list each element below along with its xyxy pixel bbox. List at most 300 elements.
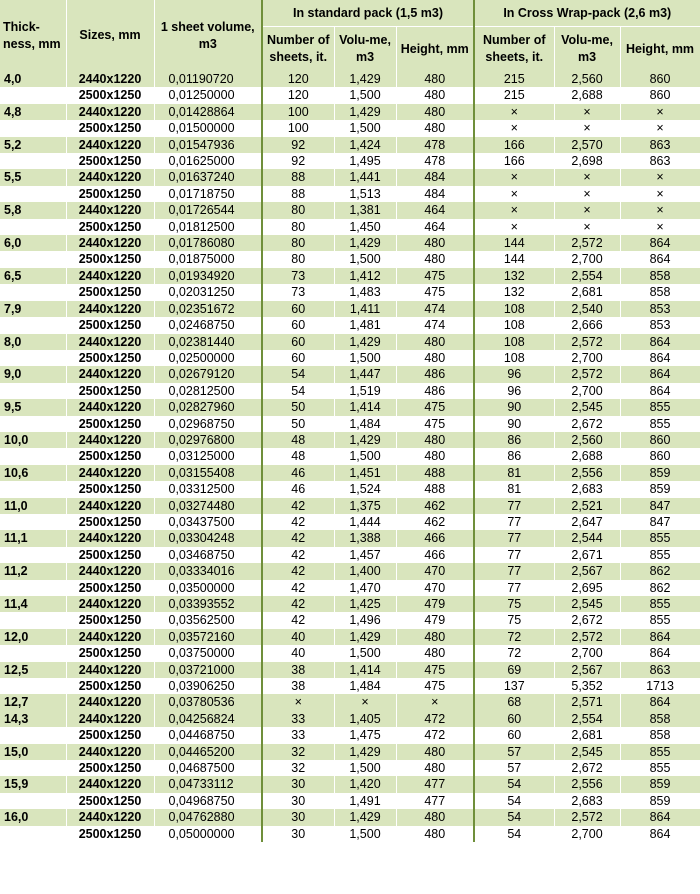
std-volume-cell: 1,451 bbox=[334, 465, 396, 481]
std-height-cell: 475 bbox=[396, 678, 474, 694]
size-cell: 2440x1220 bbox=[66, 202, 154, 218]
cw-height-cell: × bbox=[620, 169, 700, 185]
std-volume-cell: 1,450 bbox=[334, 219, 396, 235]
sheet-volume-cell: 0,02812500 bbox=[154, 383, 262, 399]
thickness-cell: 11,1 bbox=[0, 530, 66, 546]
cw-height-cell: 859 bbox=[620, 776, 700, 792]
std-sheets-cell: 46 bbox=[262, 465, 334, 481]
sheet-volume-cell: 0,04968750 bbox=[154, 793, 262, 809]
sheet-volume-cell: 0,03304248 bbox=[154, 530, 262, 546]
size-cell: 2500x1250 bbox=[66, 448, 154, 464]
std-volume-cell: 1,457 bbox=[334, 547, 396, 563]
cw-volume-cell: 2,572 bbox=[554, 809, 620, 825]
std-height-cell: 480 bbox=[396, 432, 474, 448]
size-cell: 2500x1250 bbox=[66, 350, 154, 366]
cw-height-cell: 858 bbox=[620, 284, 700, 300]
sheet-volume-cell: 0,03334016 bbox=[154, 563, 262, 579]
cw-sheets-cell: 108 bbox=[474, 301, 554, 317]
thickness-cell bbox=[0, 219, 66, 235]
std-height-cell: 488 bbox=[396, 481, 474, 497]
std-volume-cell: 1,414 bbox=[334, 662, 396, 678]
thickness-cell: 14,3 bbox=[0, 711, 66, 727]
thickness-cell bbox=[0, 251, 66, 267]
std-sheets-cell: 42 bbox=[262, 580, 334, 596]
std-volume-cell: 1,524 bbox=[334, 481, 396, 497]
std-height-cell: 466 bbox=[396, 530, 474, 546]
std-sheets-cell: 42 bbox=[262, 530, 334, 546]
std-volume-cell: 1,491 bbox=[334, 793, 396, 809]
std-sheets-cell: 88 bbox=[262, 186, 334, 202]
thickness-cell bbox=[0, 153, 66, 169]
size-cell: 2500x1250 bbox=[66, 317, 154, 333]
cw-sheets-cell: 86 bbox=[474, 448, 554, 464]
cw-height-cell: 862 bbox=[620, 580, 700, 596]
thickness-cell bbox=[0, 87, 66, 103]
std-height-cell: 466 bbox=[396, 547, 474, 563]
sheet-volume-cell: 0,02468750 bbox=[154, 317, 262, 333]
std-volume-cell: 1,414 bbox=[334, 399, 396, 415]
std-height-cell: 474 bbox=[396, 301, 474, 317]
thickness-cell: 4,8 bbox=[0, 104, 66, 120]
std-volume-cell: 1,429 bbox=[334, 235, 396, 251]
size-cell: 2440x1220 bbox=[66, 235, 154, 251]
cw-volume-cell: 2,666 bbox=[554, 317, 620, 333]
size-cell: 2500x1250 bbox=[66, 612, 154, 628]
std-sheets-cell: 100 bbox=[262, 120, 334, 136]
std-volume-header: Volu-me, m3 bbox=[334, 27, 396, 72]
thickness-cell: 11,0 bbox=[0, 498, 66, 514]
table-row bbox=[0, 235, 700, 251]
std-height-cell: 480 bbox=[396, 744, 474, 760]
cw-volume-cell: 2,700 bbox=[554, 383, 620, 399]
table-row bbox=[0, 776, 700, 792]
cw-height-cell: 855 bbox=[620, 399, 700, 415]
table-row bbox=[0, 793, 700, 809]
std-sheets-cell: 42 bbox=[262, 596, 334, 612]
table-row bbox=[0, 169, 700, 185]
std-height-cell: 480 bbox=[396, 350, 474, 366]
std-sheets-cell: 80 bbox=[262, 219, 334, 235]
std-height-cell: 484 bbox=[396, 186, 474, 202]
std-height-cell: 462 bbox=[396, 514, 474, 530]
table-row bbox=[0, 481, 700, 497]
cw-sheets-cell: 77 bbox=[474, 580, 554, 596]
cw-sheets-cell: × bbox=[474, 186, 554, 202]
table-row bbox=[0, 251, 700, 267]
size-cell: 2440x1220 bbox=[66, 169, 154, 185]
size-cell: 2500x1250 bbox=[66, 251, 154, 267]
cw-volume-cell: 2,572 bbox=[554, 334, 620, 350]
std-height-cell: 464 bbox=[396, 202, 474, 218]
std-sheets-cell: 40 bbox=[262, 645, 334, 661]
thickness-cell: 15,9 bbox=[0, 776, 66, 792]
thickness-cell: 15,0 bbox=[0, 744, 66, 760]
std-sheets-cell: 80 bbox=[262, 251, 334, 267]
std-volume-cell: 1,500 bbox=[334, 87, 396, 103]
std-height-cell: 480 bbox=[396, 645, 474, 661]
std-volume-cell: 1,429 bbox=[334, 71, 396, 87]
size-cell: 2500x1250 bbox=[66, 120, 154, 136]
table-row bbox=[0, 219, 700, 235]
std-sheets-cell: 60 bbox=[262, 334, 334, 350]
cw-sheets-cell: 96 bbox=[474, 366, 554, 382]
sheet-volume-cell: 0,02976800 bbox=[154, 432, 262, 448]
cw-sheets-cell: 81 bbox=[474, 481, 554, 497]
sheet-volume-cell: 0,03437500 bbox=[154, 514, 262, 530]
size-cell: 2500x1250 bbox=[66, 580, 154, 596]
cw-volume-cell: 2,672 bbox=[554, 760, 620, 776]
cw-sheets-cell: 77 bbox=[474, 498, 554, 514]
cw-volume-cell: 2,556 bbox=[554, 465, 620, 481]
cw-volume-cell: 2,567 bbox=[554, 662, 620, 678]
sheet-volume-cell: 0,03721000 bbox=[154, 662, 262, 678]
std-volume-cell: 1,420 bbox=[334, 776, 396, 792]
cw-volume-cell: 2,688 bbox=[554, 448, 620, 464]
sheet-volume-cell: 0,03750000 bbox=[154, 645, 262, 661]
size-cell: 2440x1220 bbox=[66, 498, 154, 514]
cw-volume-cell: 2,521 bbox=[554, 498, 620, 514]
size-cell: 2500x1250 bbox=[66, 793, 154, 809]
cw-height-cell: 860 bbox=[620, 448, 700, 464]
std-volume-cell: 1,429 bbox=[334, 432, 396, 448]
table-row bbox=[0, 596, 700, 612]
sheet-volume-cell: 0,05000000 bbox=[154, 826, 262, 842]
std-height-cell: × bbox=[396, 694, 474, 710]
table-row bbox=[0, 416, 700, 432]
std-sheets-cell: 30 bbox=[262, 826, 334, 842]
cw-volume-cell: 2,554 bbox=[554, 711, 620, 727]
thickness-cell: 10,0 bbox=[0, 432, 66, 448]
table-row bbox=[0, 498, 700, 514]
table-row bbox=[0, 678, 700, 694]
sheet-volume-cell: 0,01637240 bbox=[154, 169, 262, 185]
thickness-cell: 11,4 bbox=[0, 596, 66, 612]
thickness-cell: 5,2 bbox=[0, 137, 66, 153]
std-sheets-cell: 42 bbox=[262, 612, 334, 628]
thickness-cell: 4,0 bbox=[0, 71, 66, 87]
cw-sheets-cell: × bbox=[474, 219, 554, 235]
cw-sheets-cell: 166 bbox=[474, 137, 554, 153]
std-sheets-cell: 92 bbox=[262, 153, 334, 169]
cw-sheets-cell: 57 bbox=[474, 744, 554, 760]
std-height-cell: 472 bbox=[396, 727, 474, 743]
cw-sheets-cell: 215 bbox=[474, 87, 554, 103]
cw-sheets-cell: 54 bbox=[474, 809, 554, 825]
std-volume-cell: 1,500 bbox=[334, 826, 396, 842]
table-row bbox=[0, 629, 700, 645]
std-volume-cell: 1,429 bbox=[334, 629, 396, 645]
std-height-cell: 479 bbox=[396, 612, 474, 628]
thickness-cell bbox=[0, 383, 66, 399]
std-volume-cell: 1,500 bbox=[334, 120, 396, 136]
size-cell: 2440x1220 bbox=[66, 809, 154, 825]
thickness-cell: 6,0 bbox=[0, 235, 66, 251]
table-row bbox=[0, 530, 700, 546]
std-height-cell: 480 bbox=[396, 629, 474, 645]
thickness-cell: 11,2 bbox=[0, 563, 66, 579]
sizes-header: Sizes, mm bbox=[66, 0, 154, 71]
std-volume-cell: 1,381 bbox=[334, 202, 396, 218]
size-cell: 2440x1220 bbox=[66, 694, 154, 710]
thickness-cell: 7,9 bbox=[0, 301, 66, 317]
thickness-cell: 5,5 bbox=[0, 169, 66, 185]
cw-height-cell: 862 bbox=[620, 563, 700, 579]
thickness-cell: 9,5 bbox=[0, 399, 66, 415]
table-row bbox=[0, 284, 700, 300]
cw-volume-cell: 2,560 bbox=[554, 71, 620, 87]
sheet-volume-cell: 0,04687500 bbox=[154, 760, 262, 776]
size-cell: 2500x1250 bbox=[66, 284, 154, 300]
thickness-cell bbox=[0, 678, 66, 694]
cw-sheets-cell: 132 bbox=[474, 284, 554, 300]
cw-volume-cell: 2,554 bbox=[554, 268, 620, 284]
cw-sheets-cell: 75 bbox=[474, 596, 554, 612]
cw-height-cell: 864 bbox=[620, 251, 700, 267]
cw-volume-cell: 2,560 bbox=[554, 432, 620, 448]
cw-volume-cell: × bbox=[554, 169, 620, 185]
size-cell: 2440x1220 bbox=[66, 629, 154, 645]
cw-volume-cell: 2,556 bbox=[554, 776, 620, 792]
cw-height-cell: 855 bbox=[620, 744, 700, 760]
thickness-cell bbox=[0, 120, 66, 136]
cw-volume-cell: 2,671 bbox=[554, 547, 620, 563]
cw-height-cell: × bbox=[620, 219, 700, 235]
std-volume-cell: 1,444 bbox=[334, 514, 396, 530]
cw-sheets-cell: 132 bbox=[474, 268, 554, 284]
std-height-cell: 480 bbox=[396, 87, 474, 103]
std-sheets-cell: 92 bbox=[262, 137, 334, 153]
cw-sheets-cell: 215 bbox=[474, 71, 554, 87]
cw-sheets-cell: 75 bbox=[474, 612, 554, 628]
table-row bbox=[0, 104, 700, 120]
std-number-of-sheets-header: Number of sheets, it. bbox=[262, 27, 334, 72]
table-row bbox=[0, 268, 700, 284]
thickness-cell: 10,6 bbox=[0, 465, 66, 481]
sheet-volume-cell: 0,03562500 bbox=[154, 612, 262, 628]
sheet-volume-cell: 0,02500000 bbox=[154, 350, 262, 366]
cw-volume-cell: 2,545 bbox=[554, 744, 620, 760]
size-cell: 2500x1250 bbox=[66, 678, 154, 694]
std-sheets-cell: 30 bbox=[262, 776, 334, 792]
table-row bbox=[0, 366, 700, 382]
sheet-volume-cell: 0,03125000 bbox=[154, 448, 262, 464]
std-volume-cell: 1,375 bbox=[334, 498, 396, 514]
std-volume-cell: 1,470 bbox=[334, 580, 396, 596]
cw-volume-cell: × bbox=[554, 104, 620, 120]
thickness-cell bbox=[0, 727, 66, 743]
table-row bbox=[0, 432, 700, 448]
table-row bbox=[0, 399, 700, 415]
sheet-volume-cell: 0,01250000 bbox=[154, 87, 262, 103]
std-sheets-cell: 54 bbox=[262, 366, 334, 382]
cw-height-cell: 858 bbox=[620, 711, 700, 727]
cw-volume-cell: 2,545 bbox=[554, 596, 620, 612]
std-volume-cell: 1,500 bbox=[334, 760, 396, 776]
thickness-cell bbox=[0, 547, 66, 563]
std-volume-cell: 1,496 bbox=[334, 612, 396, 628]
std-height-cell: 480 bbox=[396, 71, 474, 87]
cw-sheets-cell: 60 bbox=[474, 711, 554, 727]
sheet-volume-cell: 0,01934920 bbox=[154, 268, 262, 284]
size-cell: 2440x1220 bbox=[66, 744, 154, 760]
sheet-volume-cell: 0,01786080 bbox=[154, 235, 262, 251]
cw-volume-cell: 2,688 bbox=[554, 87, 620, 103]
std-volume-cell: 1,441 bbox=[334, 169, 396, 185]
std-volume-cell: 1,425 bbox=[334, 596, 396, 612]
cw-sheets-cell: 90 bbox=[474, 416, 554, 432]
cw-sheets-cell: 137 bbox=[474, 678, 554, 694]
table-row bbox=[0, 547, 700, 563]
std-sheets-cell: 30 bbox=[262, 809, 334, 825]
std-sheets-cell: 38 bbox=[262, 662, 334, 678]
table-row bbox=[0, 350, 700, 366]
cw-volume-cell: 2,700 bbox=[554, 251, 620, 267]
table-row bbox=[0, 317, 700, 333]
std-sheets-cell: 42 bbox=[262, 547, 334, 563]
std-height-cell: 472 bbox=[396, 711, 474, 727]
std-height-cell: 480 bbox=[396, 334, 474, 350]
sheet-volume-cell: 0,03312500 bbox=[154, 481, 262, 497]
cw-sheets-cell: 108 bbox=[474, 350, 554, 366]
cw-sheets-cell: 108 bbox=[474, 317, 554, 333]
sheet-volume-cell: 0,03468750 bbox=[154, 547, 262, 563]
size-cell: 2500x1250 bbox=[66, 727, 154, 743]
std-sheets-cell: 73 bbox=[262, 268, 334, 284]
thickness-cell bbox=[0, 793, 66, 809]
table-header bbox=[0, 0, 700, 71]
cw-volume-cell: 2,570 bbox=[554, 137, 620, 153]
cw-height-cell: 859 bbox=[620, 465, 700, 481]
std-height-cell: 480 bbox=[396, 251, 474, 267]
table-row bbox=[0, 727, 700, 743]
std-height-cell: 470 bbox=[396, 563, 474, 579]
std-height-cell: 475 bbox=[396, 399, 474, 415]
cw-height-cell: 858 bbox=[620, 268, 700, 284]
size-cell: 2440x1220 bbox=[66, 563, 154, 579]
cw-height-cell: 1713 bbox=[620, 678, 700, 694]
std-sheets-cell: × bbox=[262, 694, 334, 710]
std-sheets-cell: 50 bbox=[262, 399, 334, 415]
cw-volume-cell: 2,572 bbox=[554, 235, 620, 251]
cw-volume-cell: 2,695 bbox=[554, 580, 620, 596]
sheet-volume-cell: 0,01428864 bbox=[154, 104, 262, 120]
std-height-cell: 464 bbox=[396, 219, 474, 235]
table-row bbox=[0, 383, 700, 399]
std-sheets-cell: 30 bbox=[262, 793, 334, 809]
cw-height-cell: 864 bbox=[620, 383, 700, 399]
table-body bbox=[0, 71, 700, 842]
size-cell: 2500x1250 bbox=[66, 153, 154, 169]
cw-height-cell: 855 bbox=[620, 612, 700, 628]
table-row bbox=[0, 137, 700, 153]
thickness-cell: 6,5 bbox=[0, 268, 66, 284]
cross-wrap-pack-header: In Cross Wrap-pack (2,6 m3) bbox=[474, 0, 700, 27]
thickness-cell bbox=[0, 186, 66, 202]
size-cell: 2500x1250 bbox=[66, 760, 154, 776]
std-volume-cell: 1,429 bbox=[334, 334, 396, 350]
size-cell: 2500x1250 bbox=[66, 826, 154, 842]
std-volume-cell: 1,519 bbox=[334, 383, 396, 399]
sheet-volume-cell: 0,03155408 bbox=[154, 465, 262, 481]
std-volume-cell: 1,483 bbox=[334, 284, 396, 300]
cw-volume-cell: 2,567 bbox=[554, 563, 620, 579]
table-row bbox=[0, 744, 700, 760]
sheet-volume-cell: 0,04256824 bbox=[154, 711, 262, 727]
table-row bbox=[0, 645, 700, 661]
cw-height-cell: 863 bbox=[620, 137, 700, 153]
table-row bbox=[0, 826, 700, 842]
std-sheets-cell: 42 bbox=[262, 514, 334, 530]
cw-volume-cell: 2,681 bbox=[554, 284, 620, 300]
thickness-cell bbox=[0, 760, 66, 776]
sheet-volume-cell: 0,04468750 bbox=[154, 727, 262, 743]
cw-height-cell: 855 bbox=[620, 760, 700, 776]
sheet-volume-cell: 0,03393552 bbox=[154, 596, 262, 612]
size-cell: 2500x1250 bbox=[66, 514, 154, 530]
std-volume-cell: 1,484 bbox=[334, 416, 396, 432]
sheet-volume-cell: 0,01547936 bbox=[154, 137, 262, 153]
cw-volume-cell: 2,571 bbox=[554, 694, 620, 710]
cw-height-cell: 860 bbox=[620, 71, 700, 87]
std-volume-cell: 1,429 bbox=[334, 104, 396, 120]
std-height-cell: 475 bbox=[396, 284, 474, 300]
size-cell: 2440x1220 bbox=[66, 71, 154, 87]
cw-sheets-cell: 166 bbox=[474, 153, 554, 169]
thickness-cell bbox=[0, 317, 66, 333]
std-height-cell: 480 bbox=[396, 760, 474, 776]
cw-volume-cell: × bbox=[554, 219, 620, 235]
thickness-cell bbox=[0, 350, 66, 366]
cw-sheets-cell: 72 bbox=[474, 629, 554, 645]
cw-volume-cell: 2,700 bbox=[554, 645, 620, 661]
sheet-volume-cell: 0,04762880 bbox=[154, 809, 262, 825]
std-sheets-cell: 50 bbox=[262, 416, 334, 432]
std-height-cell: 462 bbox=[396, 498, 474, 514]
size-cell: 2500x1250 bbox=[66, 481, 154, 497]
std-volume-cell: × bbox=[334, 694, 396, 710]
cw-height-cell: × bbox=[620, 186, 700, 202]
table-row bbox=[0, 301, 700, 317]
size-cell: 2500x1250 bbox=[66, 547, 154, 563]
std-height-cell: 475 bbox=[396, 416, 474, 432]
cw-sheets-cell: 81 bbox=[474, 465, 554, 481]
cw-height-cell: 864 bbox=[620, 366, 700, 382]
table-row bbox=[0, 514, 700, 530]
size-cell: 2440x1220 bbox=[66, 530, 154, 546]
thickness-cell bbox=[0, 514, 66, 530]
cw-sheets-cell: 108 bbox=[474, 334, 554, 350]
thickness-cell: 12,7 bbox=[0, 694, 66, 710]
std-sheets-cell: 80 bbox=[262, 202, 334, 218]
std-height-cell: 480 bbox=[396, 826, 474, 842]
sheet-volume-cell: 0,01812500 bbox=[154, 219, 262, 235]
cw-sheets-cell: 96 bbox=[474, 383, 554, 399]
table-row bbox=[0, 334, 700, 350]
cw-height-cell: × bbox=[620, 202, 700, 218]
sheet-volume-cell: 0,02381440 bbox=[154, 334, 262, 350]
sheet-volume-cell: 0,03906250 bbox=[154, 678, 262, 694]
sheet-volume-cell: 0,01190720 bbox=[154, 71, 262, 87]
std-height-cell: 480 bbox=[396, 104, 474, 120]
table-row bbox=[0, 580, 700, 596]
std-sheets-cell: 33 bbox=[262, 711, 334, 727]
table-row bbox=[0, 202, 700, 218]
std-volume-cell: 1,411 bbox=[334, 301, 396, 317]
std-volume-cell: 1,500 bbox=[334, 448, 396, 464]
size-cell: 2440x1220 bbox=[66, 334, 154, 350]
std-height-cell: 480 bbox=[396, 448, 474, 464]
sheet-volume-cell: 0,03780536 bbox=[154, 694, 262, 710]
